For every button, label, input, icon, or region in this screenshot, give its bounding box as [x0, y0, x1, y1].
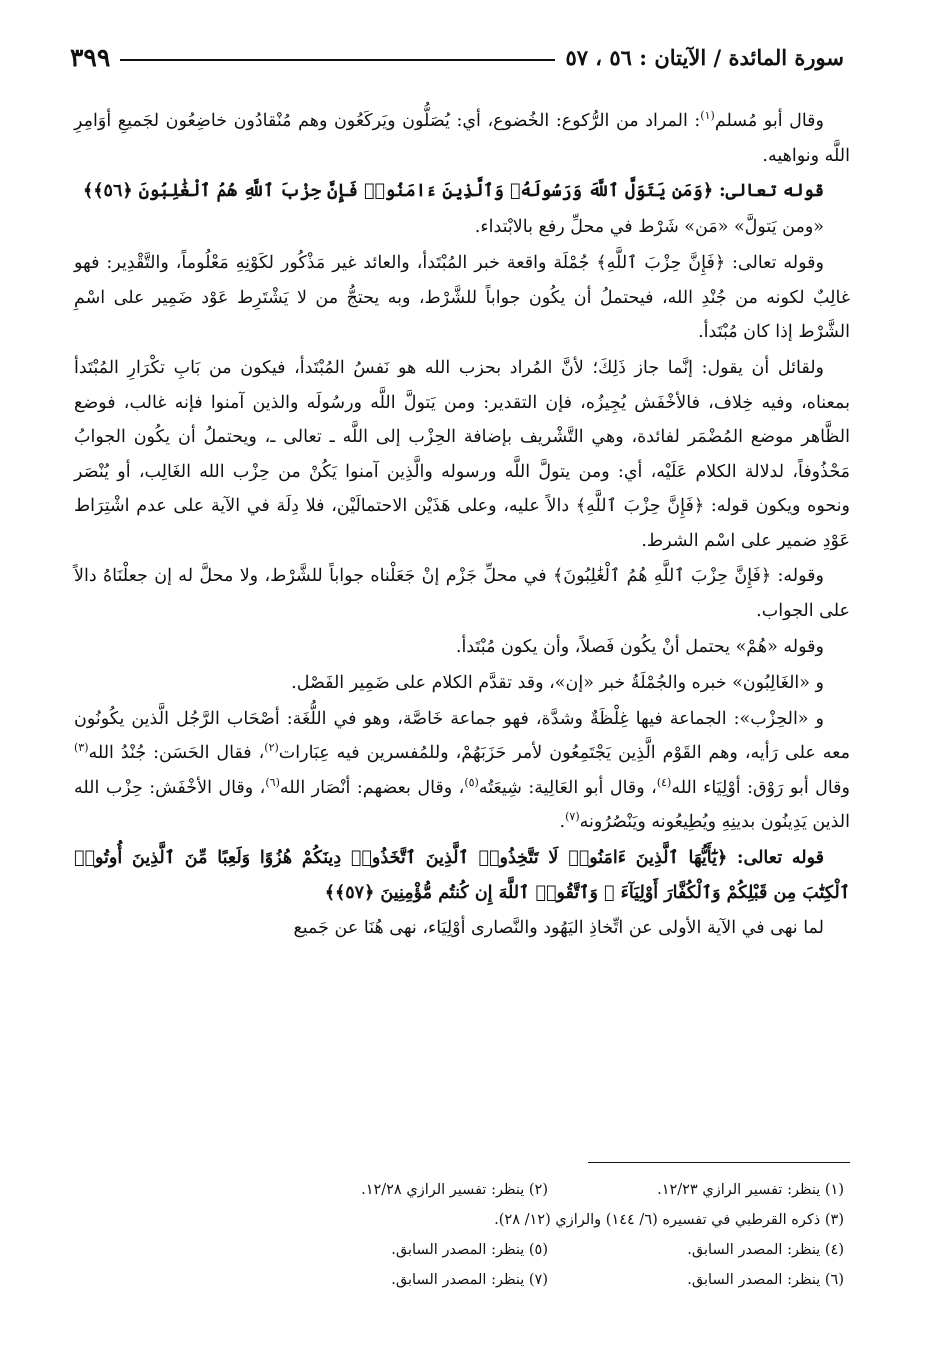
paragraph: وقوله «هُمْ» يحتمل أنْ يكُون فَصلاً، وأن يكون مُبْتَدأ. — [455, 636, 824, 657]
footnote: (٢) ينظر: تفسير الرازي ١٢/٢٨. — [361, 1182, 548, 1198]
paragraph: ولقائل أن يقول: إنَّما جاز ذَلِكَ؛ لأنَّ المُراد بحزب الله هو نَفسُ المُبْتَدأ، فيكون من بَابِ تكْرَارِ المُبْتَدأ بمعناه، وفيه خِلاف، فالأخْفَش يُجِيزُه، فإن التقدير: ومن يَتولَّ اللَّه ورسُولَه والذين آمنوا فإنه غالب، فوضع الظَّاهر موضع المُضْمَر لفائدة، وهي التَّشْريف بإضافة الحِزْب إلى اللَّه ـ تعالى ـ، ويحتملُ أن يكُون الجوابُ مَحْذُوفاً، لدلالة الكلام عَلَيْه، أي: ومن يتولَّ اللَّه ورسوله والَّذِين آمنوا يَكُنْ من حِزْب الله الغَالِب، أو يُنْصَر ونحوه ويكون قوله: ﴿فَإِنَّ حِزْبَ ٱللَّهِ﴾ دالاً عليه، وعلى هَذَيْن الاحتمالَيْن، فلا دِلَة في الآية على عدم اشْتِرَاط عَوْدِ ضمير على اسْم الشرط. — [74, 358, 850, 551]
footnote-ref: (٤) — [656, 775, 672, 789]
footnote: (٧) ينظر: المصدر السابق. — [391, 1272, 548, 1288]
footnote: (١) ينظر: تفسير الرازي ١٢/٢٣. — [657, 1182, 844, 1198]
page-number: ٣٩٩ — [70, 43, 111, 72]
paragraph: وقوله: ﴿فَإِنَّ حِزْبَ ٱللَّهِ هُمُ ٱلْغَٰلِبُونَ﴾ في محلِّ جَزْم إنْ جَعَلْناه جواباً للشَّرْط، ولا محلَّ له إن جعلْنَاهُ دالاً على الجواب. — [74, 566, 850, 621]
footnote-ref: (٧) — [565, 810, 580, 824]
footnote-ref: (٢) — [264, 741, 279, 755]
surah-title: سورة المائدة / الآيتان : ٥٦ ، ٥٧ — [565, 45, 844, 70]
footnote-row — [74, 1235, 844, 1265]
page-header — [70, 30, 844, 74]
footnote: (٥) ينظر: المصدر السابق. — [391, 1242, 548, 1258]
main-text — [74, 104, 850, 947]
footnotes — [74, 1175, 844, 1295]
paragraph: لما نهى في الآية الأولى عن اتِّخاذِ اليَهُود والنَّصارى أوْلِيَاء، نهى هُنَا عن جَميع — [293, 918, 824, 939]
footnote: (٤) ينظر: المصدر السابق. — [687, 1242, 844, 1258]
footnote: (٦) ينظر: المصدر السابق. — [687, 1272, 844, 1288]
footnote-ref: (١) — [700, 109, 715, 123]
paragraph: «ومن يَتولَّ» «مَن» شَرْط في محلِّ رفع بالابْتداء. — [474, 217, 824, 238]
footnote-separator — [588, 1162, 850, 1163]
footnote-row — [74, 1265, 844, 1295]
quran-verse: قوله تعالى: ﴿وَمَن يَتَوَلَّ ٱللَّهَ وَرَسُولَهُۥ وَٱلَّذِينَ ءَامَنُوا۟ فَإِنَّ حِزْبَ ٱللَّهِ هُمُ ٱلْغَٰلِبُونَ ﴿٥٦﴾﴾ — [83, 181, 824, 202]
paragraph: وقال أبو مُسلم$^{(١)}$: المراد من الرُّكوع: الخُضوع، أي: يُصَلُّون ويَركَعُون وهم مُنْقادُون خاضِعُون لجَميعِ أوَامِرِ اللَّه ونواهيه. — [74, 109, 850, 166]
footnote-row — [74, 1205, 844, 1235]
footnote-ref: (٣) — [74, 741, 89, 755]
quran-verse: قوله تعالى: ﴿يَٰٓأَيُّهَا ٱلَّذِينَ ءَامَنُوا۟ لَا تَتَّخِذُوا۟ ٱلَّذِينَ ٱتَّخَذُوا۟ دِينَكُمْ هُزُوًا وَلَعِبًا مِّنَ ٱلَّذِينَ أُوتُوا۟ ٱلْكِتَٰبَ مِن قَبْلِكُمْ وَٱلْكُفَّارَ أَوْلِيَآءَ ۚ وَٱتَّقُوا۟ ٱللَّهَ إِن كُنتُم مُّؤْمِنِينَ ﴿٥٧﴾﴾ — [74, 848, 850, 903]
footnote-ref: (٦) — [265, 775, 280, 789]
footnote: (٣) ذكره القرطبي في تفسيره (٦/ ١٤٤) والرازي (١٢/ ٢٨). — [494, 1212, 844, 1228]
footnote-ref: (٥) — [464, 775, 479, 789]
header-rule — [120, 59, 555, 61]
paragraph: وقوله تعالى: ﴿فَإِنَّ حِزْبَ ٱللَّهِ﴾ جُمْلَة واقعة خبر المُبْتَدأ، والعائد غير مَذْكُور لكَوْنِهِ مَعْلُوماً، والتَّقْدِير: فهو غالِبٌ لكونه من جُنْدِ الله، فيحتملُ أن يكُون جواباً للشَّرْط، وبه يحتجُّ من لا يَشْتَرِط عَوْد ضَمِير على اسْمِ الشَّرْط إذا كان مُبْتَدأ. — [74, 253, 850, 343]
footnote-row — [74, 1175, 844, 1205]
paragraph: و «الحِزْب»: الجماعة فيها غِلْظَةٌ وشدَّة، فهو جماعة خَاصَّة، وهو في اللُّغَة: أصْحَاب الرَّجُل الَّذين يكُونُون معه على رَأيه، وهم القَوْم الَّذِين يَجْتَمِعُون لأمر حَزَبَهُمْ، وللمُفسرين فيه عِبَارات$^{(٢)}$، فقال الحَسَن: جُنْدُ الله$^{(٣)}$ وقال أبو رَوْق: أوْلِيَاء الله$^{(٤)}$، وقال أبو العَالِية: شِيعَتُه$^{(٥)}$، وقال بعضهم: أنْصَار الله$^{(٦)}$، وقال الأخْفَش: حِزْب الله الذين يَدِينُون بدينِهِ ويُطِيعُونه ويَنْصُرُونه$^{(٧)}$. — [74, 708, 850, 833]
paragraph: و «الغَالِبُون» خبره والجُمْلَةُ خبر «إن»، وقد تقدَّم الكلام على ضَمِير الفَصْل. — [291, 672, 824, 693]
